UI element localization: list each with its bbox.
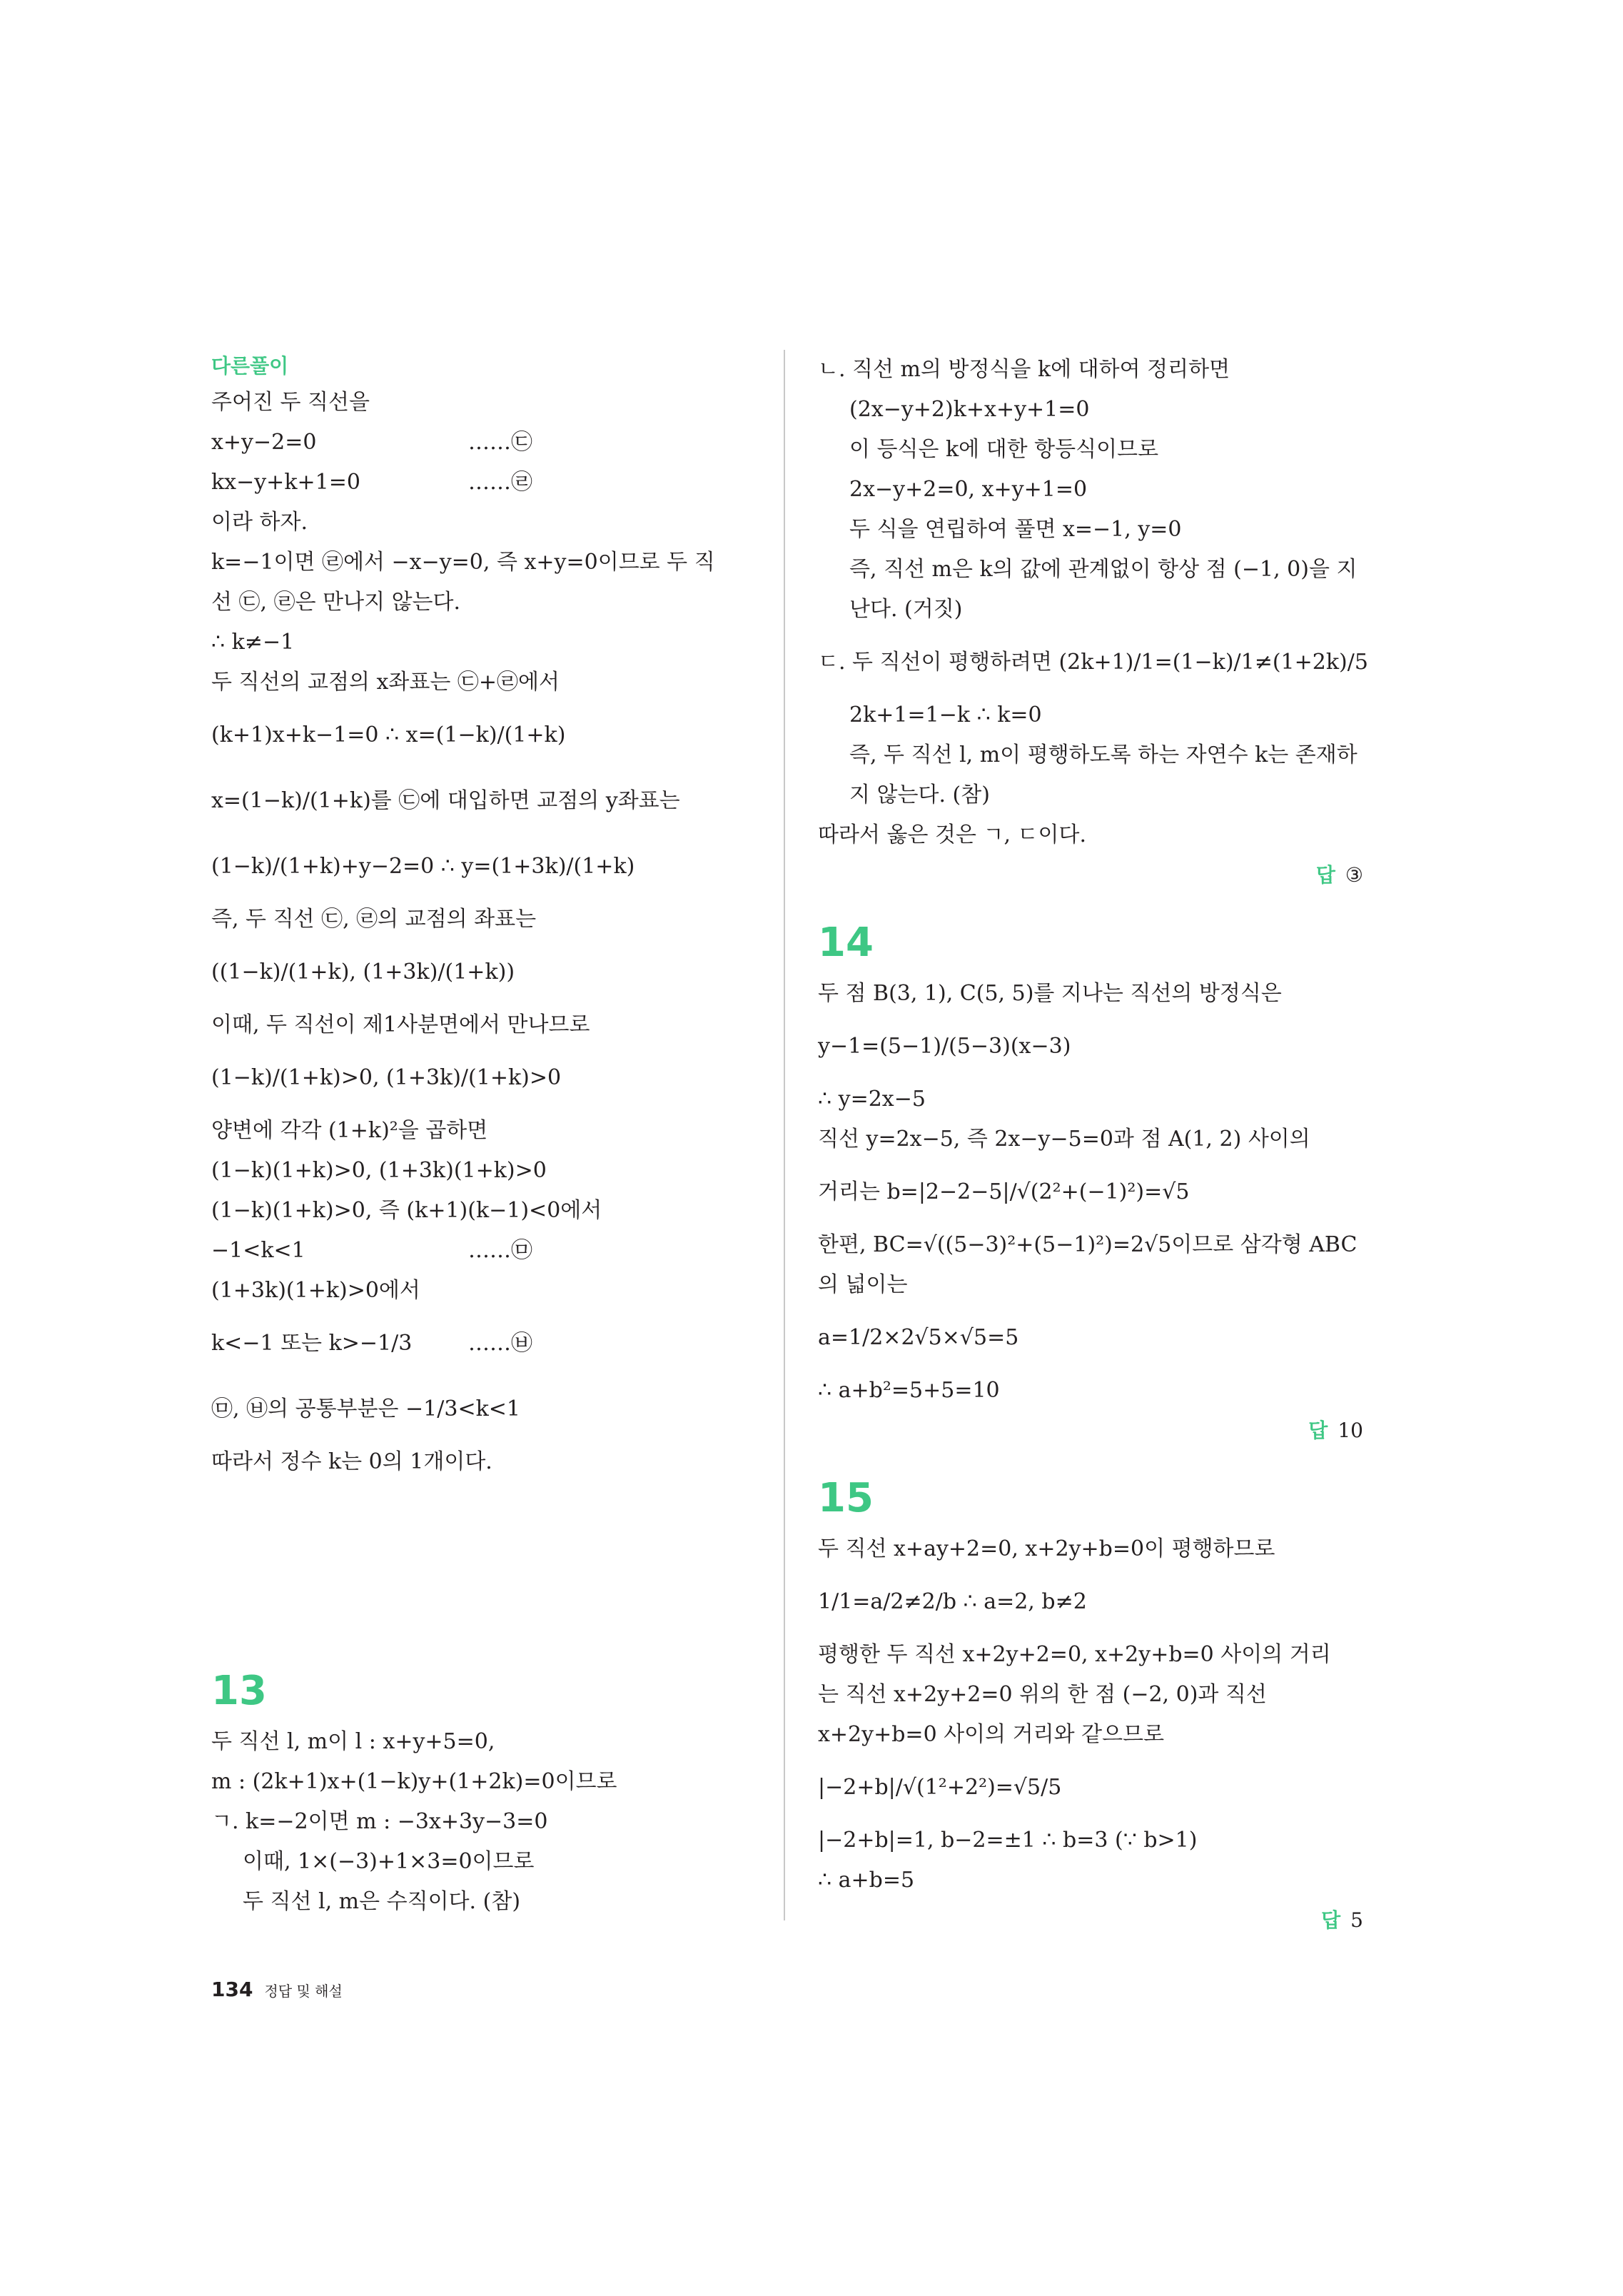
- equation-line: [211, 463, 754, 503]
- spacer: [818, 1451, 1363, 1468]
- solution-line: ∴ a+b²=5+5=10: [818, 1378, 1000, 1403]
- problem-number: 13: [211, 1668, 267, 1714]
- answer-label: 답: [1321, 1908, 1341, 1932]
- equation-text: k<−1 또는 k>−1/3: [211, 1331, 413, 1356]
- page-number: 134: [211, 1978, 253, 2001]
- solution-line: 두 직선 l, m은 수직이다. (참): [243, 1889, 521, 1914]
- solution-line: ∴ y=2x−5: [818, 1087, 926, 1112]
- solution-line: 따라서 옳은 것은 ㄱ, ㄷ이다.: [818, 822, 1086, 847]
- left-column: [211, 350, 754, 1922]
- answer-label: 답: [1308, 1419, 1328, 1442]
- equation-line: [211, 1311, 754, 1376]
- answer-label: 답: [1315, 863, 1335, 887]
- solution-line: 즉, 두 직선 l, m이 평행하도록 하는 자연수 k는 존재하: [849, 742, 1357, 767]
- solution-line: 지 않는다. (참): [849, 782, 990, 807]
- equation-tag: ……㉤: [468, 1238, 532, 1263]
- equation-text: kx−y+k+1=0: [211, 470, 360, 495]
- solution-line: 평행한 두 직선 x+2y+2=0, x+2y+b=0 사이의 거리: [818, 1642, 1331, 1667]
- equation-tag: ……㉥: [468, 1331, 532, 1356]
- solution-line: (1−k)(1+k)>0, 즉 (k+1)(k−1)<0에서: [211, 1198, 602, 1223]
- solution-line: 두 식을 연립하여 풀면 x=−1, y=0: [849, 517, 1182, 542]
- solution-line: ∴ k≠−1: [211, 630, 295, 655]
- fraction-line: 1/1=a/2≠2/b ∴ a=2, b≠2: [818, 1589, 1087, 1614]
- solution-line: 이 등식은 k에 대한 항등식이므로: [849, 437, 1159, 462]
- solution-line: ㄱ. k=−2이면 m : −3x+3y−3=0: [211, 1809, 548, 1834]
- solution-line: 의 넓이는: [818, 1272, 908, 1297]
- spacer: [818, 895, 1363, 912]
- solution-line: 따라서 정수 k는 0의 1개이다.: [211, 1449, 492, 1474]
- solution-line: 즉, 두 직선 ㉢, ㉣의 교점의 좌표는: [211, 907, 537, 932]
- fraction-line: y−1=(5−1)/(5−3)(x−3): [818, 1034, 1071, 1059]
- answer-value: ③: [1345, 863, 1363, 887]
- solution-line: k=−1이면 ㉣에서 −x−y=0, 즉 x+y=0이므로 두 직: [211, 550, 715, 575]
- alternate-solution-title: 다른풀이: [211, 354, 289, 378]
- fraction-line: a=1/2×2√5×√5=5: [818, 1325, 1019, 1350]
- fraction-line: x=(1−k)/(1+k)를 ㉢에 대입하면 교점의 y좌표는: [211, 788, 680, 813]
- solution-line: 선 ㉢, ㉣은 만나지 않는다.: [211, 590, 461, 615]
- equation-text: x+y−2=0: [211, 430, 317, 455]
- solution-line: 두 점 B(3, 1), C(5, 5)를 지나는 직선의 방정식은: [818, 981, 1282, 1006]
- fraction-line: (1−k)/(1+k)+y−2=0 ∴ y=(1+3k)/(1+k): [211, 854, 635, 879]
- solution-line: 직선 y=2x−5, 즉 2x−y−5=0과 점 A(1, 2) 사이의: [818, 1127, 1310, 1152]
- fraction-line: ((1−k)/(1+k), (1+3k)/(1+k)): [211, 960, 515, 985]
- solution-line: 는 직선 x+2y+2=0 위의 한 점 (−2, 0)과 직선: [818, 1682, 1267, 1707]
- solution-line: ∴ a+b=5: [818, 1868, 915, 1893]
- fraction-line: |−2+b|/√(1²+2²)=√5/5: [818, 1775, 1062, 1800]
- solution-line: m : (2k+1)x+(1−k)y+(1+2k)=0이므로: [211, 1769, 617, 1794]
- problem-number: 15: [818, 1475, 874, 1521]
- solution-line: 이라 하자.: [211, 510, 308, 535]
- fraction-line: (k+1)x+k−1=0 ∴ x=(1−k)/(1+k): [211, 722, 566, 747]
- problem-number: 14: [818, 920, 874, 966]
- footer-label: 정답 및 해설: [264, 1983, 343, 2000]
- answer-13: [818, 855, 1363, 895]
- answer-14: [818, 1411, 1363, 1451]
- column-divider: [784, 350, 785, 1920]
- solution-line: 난다. (거짓): [849, 597, 963, 622]
- fraction-line: ㄷ. 두 직선이 평행하려면 (2k+1)/1=(1−k)/1≠(1+2k)/5: [818, 650, 1368, 675]
- solution-line: 주어진 두 직선을: [211, 390, 370, 415]
- solution-line: 이때, 두 직선이 제1사분면에서 만나므로: [211, 1012, 590, 1037]
- equation-tag: ……㉣: [468, 470, 532, 495]
- solution-line: 즉, 직선 m은 k의 값에 관계없이 항상 점 (−1, 0)을 지: [849, 557, 1357, 582]
- fraction-line: 거리는 b=|2−2−5|/√(2²+(−1)²)=√5: [818, 1179, 1190, 1204]
- solution-line: 두 직선 x+ay+2=0, x+2y+b=0이 평행하므로: [818, 1536, 1275, 1561]
- solution-line: 두 직선 l, m이 l : x+y+5=0,: [211, 1729, 495, 1754]
- solution-line: (2x−y+2)k+x+y+1=0: [849, 397, 1090, 422]
- solution-line: 두 직선의 교점의 x좌표는 ㉢+㉣에서: [211, 670, 560, 695]
- answer-value: 10: [1338, 1419, 1363, 1442]
- solution-line: 한편, BC=√((5−3)²+(5−1)²)=2√5이므로 삼각형 ABC: [818, 1232, 1357, 1257]
- solution-line: (1−k)(1+k)>0, (1+3k)(1+k)>0: [211, 1158, 547, 1183]
- equation-text: −1<k<1: [211, 1238, 305, 1263]
- equation-tag: ……㉢: [468, 430, 532, 455]
- solution-line: (1+3k)(1+k)>0에서: [211, 1278, 420, 1303]
- solution-line: ㄴ. 직선 m의 방정식을 k에 대하여 정리하면: [818, 357, 1230, 382]
- answer-15: [818, 1900, 1363, 1940]
- solution-line: x+2y+b=0 사이의 거리와 같으므로: [818, 1722, 1165, 1747]
- spacer: [211, 1482, 754, 1661]
- solution-line: |−2+b|=1, b−2=±1 ∴ b=3 (∵ b>1): [818, 1828, 1198, 1853]
- solution-line: 이때, 1×(−3)+1×3=0이므로: [243, 1849, 535, 1874]
- equation-line: [211, 423, 754, 463]
- fraction-line: (1−k)/(1+k)>0, (1+3k)/(1+k)>0: [211, 1065, 562, 1090]
- solution-line: 양변에 각각 (1+k)²을 곱하면: [211, 1118, 488, 1143]
- answer-value: 5: [1350, 1908, 1363, 1932]
- solution-line: 2x−y+2=0, x+y+1=0: [849, 477, 1088, 502]
- equation-line: [211, 1231, 754, 1271]
- solution-line: 2k+1=1−k ∴ k=0: [849, 703, 1042, 727]
- page-footer: [211, 1978, 343, 2001]
- right-column: [818, 350, 1368, 1940]
- fraction-line: ㉤, ㉥의 공통부분은 −1/3<k<1: [211, 1396, 520, 1421]
